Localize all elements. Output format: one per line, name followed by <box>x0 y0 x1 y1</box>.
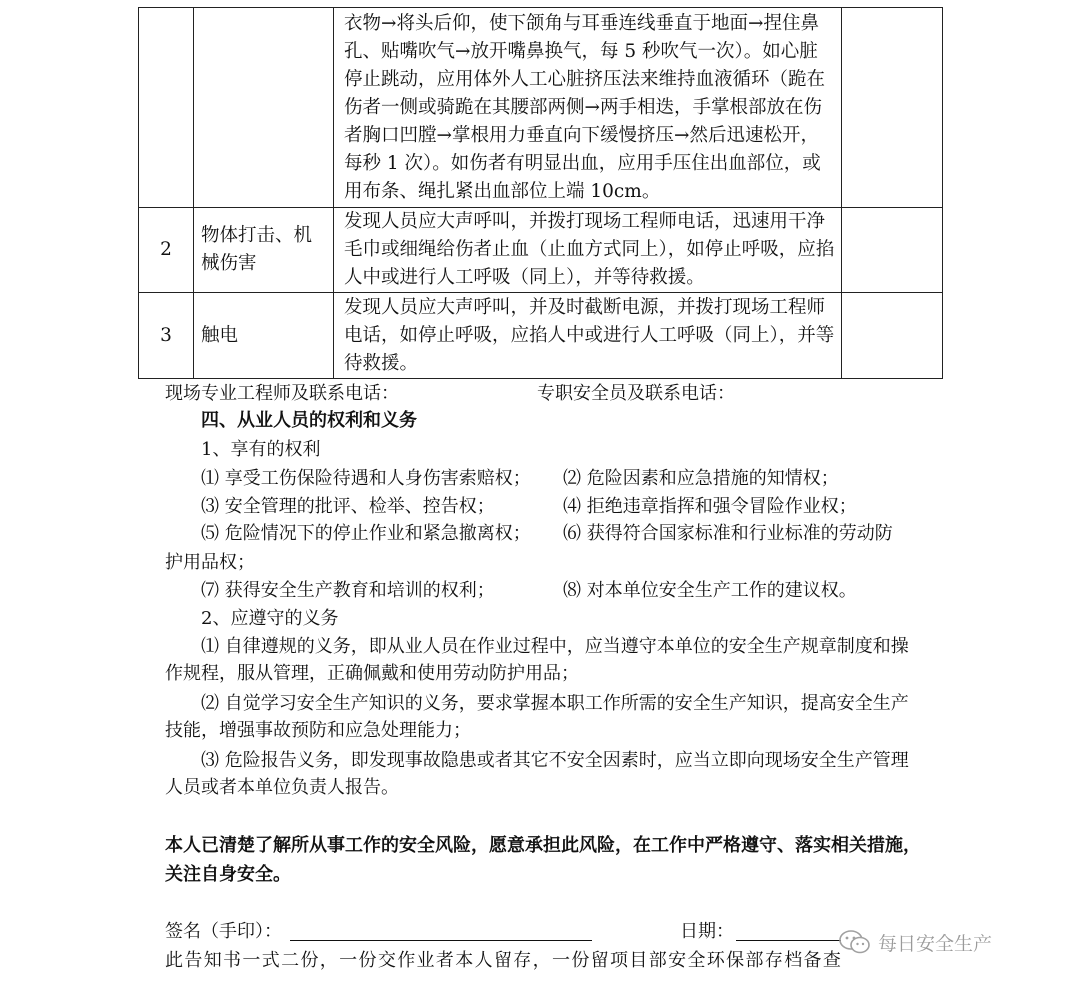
watermark <box>838 928 992 956</box>
duties-title: 2、应遵守的义务 <box>201 608 339 629</box>
remark-cell <box>842 8 943 208</box>
right-item: ⑸ 危险情况下的停止作业和紧急撤离权； <box>201 523 531 544</box>
right-item: ⑺ 获得安全生产教育和培训的权利； <box>201 580 495 601</box>
table-row <box>139 8 943 208</box>
emergency-measure: 发现人员应大声呼叫，并拨打现场工程师电话，迅速用干净毛巾或细绳给伤者止血（止血方式同上），如停止呼吸，应掐人中或进行人工呼吸（同上），并等待救援。 <box>334 208 842 293</box>
commitment-statement: 本人已清楚了解所从事工作的安全风险，愿意承担此风险，在工作中严格遵守、落实相关措施，关注自身安全。 <box>165 835 921 885</box>
table-row <box>139 293 943 379</box>
right-item: ⑹ 获得符合国家标准和行业标准的劳动防 <box>563 523 893 544</box>
date-line[interactable] <box>736 918 841 941</box>
signature-label: 签名（手印）： <box>165 921 282 942</box>
right-item: ⑻ 对本单位安全生产工作的建议权。 <box>563 580 857 601</box>
right-item: ⑶ 安全管理的批评、检举、控告权； <box>201 496 495 517</box>
right-item: ⑴ 享受工伤保险待遇和人身伤害索赔权； <box>201 468 531 489</box>
row-number <box>139 8 194 208</box>
rights-title: 1、享有的权利 <box>201 439 321 460</box>
right-item: ⑷ 拒绝违章指挥和强令冒险作业权； <box>563 496 857 517</box>
section-title: 四、从业人员的权利和义务 <box>201 410 417 431</box>
duty-item: ⑶ 危险报告义务，即发现事故隐患或者其它不安全因素时，应当立即向现场安全生产管理人员或者本单位负责人报告。 <box>165 750 909 798</box>
watermark-text: 每日安全生产 <box>878 932 993 955</box>
row-number: 3 <box>139 293 194 379</box>
right-item: ⑵ 危险因素和应急措施的知情权； <box>563 468 839 489</box>
safety-officer-contact: 专职安全员及联系电话： <box>537 383 735 404</box>
accident-type: 物体打击、机械伤害 <box>194 208 334 293</box>
table-row <box>139 208 943 293</box>
emergency-measure: 衣物→将头后仰，使下颌角与耳垂连线垂直于地面→捏住鼻孔、贴嘴吹气→放开嘴鼻换气，每 5 秒吹气一次）。如心脏停止跳动，应用体外人工心脏挤压法来维持血液循环（跪在伤者一侧或骑跪在其腰部两侧→两手相迭，手掌根部放在伤者胸口凹膛→掌根用力垂直向下缓慢挤压→然后迅速松开，每秒 1 次）。如伤者有明显出血，应用手压住出血部位，或用布条、绳扎紧出血部位上端 10cm。 <box>334 8 842 208</box>
right-item-continued: 护用品权； <box>165 552 255 573</box>
remark-cell <box>842 293 943 379</box>
wechat-icon <box>838 928 872 956</box>
accident-type <box>194 8 334 208</box>
footnote: 此告知书一式二份，一份交作业者本人留存，一份留项目部安全环保部存档备查 <box>165 950 843 971</box>
engineer-contact: 现场专业工程师及联系电话： <box>165 383 399 404</box>
accident-type: 触电 <box>194 293 334 379</box>
remark-cell <box>842 208 943 293</box>
emergency-measures-table <box>138 7 943 379</box>
row-number: 2 <box>139 208 194 293</box>
emergency-measure: 发现人员应大声呼叫，并及时截断电源，并拨打现场工程师电话，如停止呼吸，应掐人中或进行人工呼吸（同上），并等待救援。 <box>334 293 842 379</box>
date-label: 日期： <box>680 921 734 942</box>
duty-item: ⑵ 自觉学习安全生产知识的义务，要求掌握本职工作所需的安全生产知识，提高安全生产技能，增强事故预防和应急处理能力； <box>165 693 909 741</box>
signature-line[interactable] <box>290 918 592 941</box>
duty-item: ⑴ 自律遵规的义务，即从业人员在作业过程中，应当遵守本单位的安全生产规章制度和操作规程，服从管理，正确佩戴和使用劳动防护用品； <box>165 636 909 684</box>
